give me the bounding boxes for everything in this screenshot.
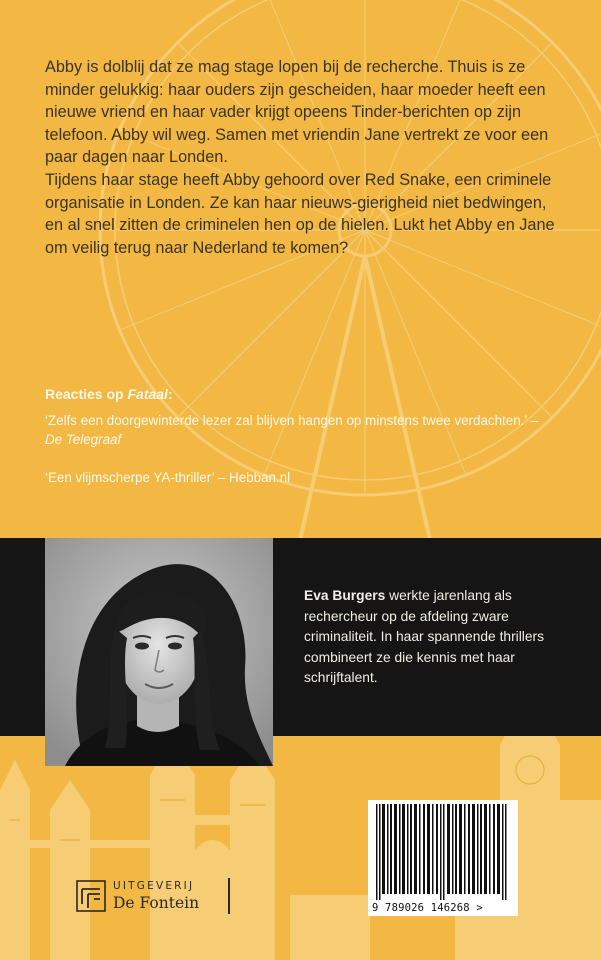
isbn-digits: 9 789026 146268 > [372,902,483,914]
review-1-text: ‘Zelfs een doorgewinterde lezer zal blijven hangen op minstens twee verdachten.’ – [45,413,539,428]
isbn-barcode [368,800,518,916]
review-2-text: ‘Een vlijmscherpe YA-thriller’ – Hebban.nl [45,470,291,485]
author-bio-text: werkte jarenlang als rechercheur op de afdeling zware criminaliteit. In haar spannende thrillers combineert ze die kennis met haar schrijftalent. [304,588,545,685]
publisher-logo-icon [76,880,106,912]
back-cover-blurb [45,56,565,259]
publisher-name: De Fontein [113,894,200,912]
review-quote-1 [45,412,545,449]
review-quote-2 [45,469,545,488]
author-photo [45,538,273,766]
reviews-heading-prefix: Reacties op [45,386,128,402]
blurb-paragraph-1: Abby is dolblij dat ze mag stage lopen bij de recherche. Thuis is ze minder gelukkig: haar ouders zijn gescheiden, haar moeder heeft een nieuwe vriend en haar vader krijgt opeens Tinder-berichten op zijn telefoon. Abby wil weg. Samen met vriendin Jane vertrekt ze voor een paar dagen naar Londen. [45,58,549,167]
author-bio [304,586,574,689]
review-1-source: De Telegraaf [45,431,122,447]
publisher-logo [76,878,236,918]
reviews-heading-book-title: Fataal [127,386,168,402]
publisher-label: UITGEVERIJ [113,880,195,892]
barcode [376,804,510,900]
blurb-paragraph-2: Tijdens haar stage heeft Abby gehoord over Red Snake, een criminele organisatie in Londen. Ze kan haar nieuws-gierigheid niet bedwingen, en al snel zitten de criminelen hen op de hielen. Lukt het Abby en Jane om veilig terug naar Nederland te komen? [45,170,555,257]
author-name: Eva Burgers [304,588,386,603]
publisher-divider [228,878,230,914]
reviews-heading [45,386,173,402]
reviews-heading-suffix: : [167,386,173,402]
